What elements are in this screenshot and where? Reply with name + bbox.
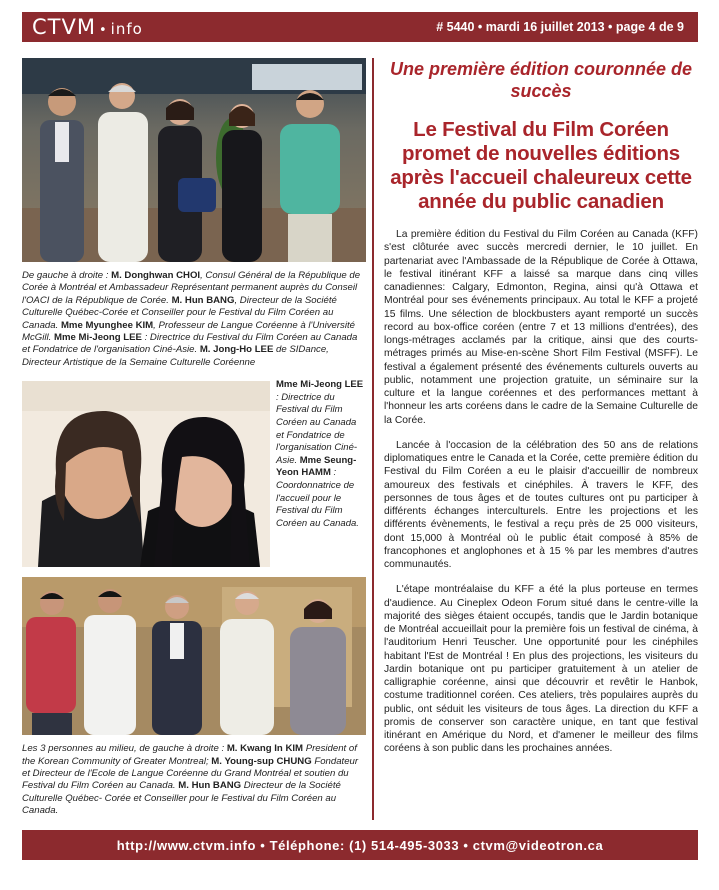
- photo-column: [22, 58, 366, 818]
- caption-person-name: M. Hun BANG: [178, 780, 242, 792]
- caption-person-name: Mme Mi-Jeong LEE: [53, 332, 142, 344]
- article: [384, 58, 698, 768]
- portrait-caption: [276, 379, 366, 567]
- caption-text: Fondateur et Directeur de l'Ecole de Langue Coréenne du Grand Montréal et soutien du Festival du Film Coréen au Canada.: [22, 755, 359, 792]
- issue-info: # 5440 • mardi 16 juillet 2013 • page 4 de 9: [436, 20, 684, 34]
- portrait-block: [22, 381, 366, 567]
- caption-person-name: Mme Seung-Yeon HAMM: [276, 454, 357, 479]
- brand-dot: •: [98, 23, 108, 38]
- caption-person-name: M. Young-sup CHUNG: [211, 755, 312, 767]
- portrait-photo-image: [22, 381, 270, 567]
- article-headline: Le Festival du Film Coréen promet de nouvelles éditions après l'accueil chaleureux cette année du public canadien: [390, 118, 692, 213]
- footer-contact-bar: [22, 830, 698, 860]
- article-kicker: Une première édition couronnée de succès: [389, 59, 693, 101]
- footer-contact-text[interactable]: http://www.ctvm.info • Téléphone: (1) 514-495-3033 • ctvm@videotron.ca: [116, 837, 604, 853]
- caption-text: , Consul Général de la République de Corée à Montréal et Ambassadeur Représentant permanent auprès du Conseil l'OACI de la République de Corée.: [22, 270, 361, 306]
- article-paragraph: L'étape montréalaise du KFF a été la plus porteuse en termes d'audience. Au Cineplex Odeon Forum situé dans le centre-ville la majorité des sièges étaient occupés, tandis que le Jardin botanique de Montréal accueillait pour la première fois un festival de cinéma, à l'auditorium Henri Teuscher. Une opportunité pour les cinéphiles habitant l'Est de Montréal ! En plus des projections, les visiteurs du Jardin botanique ont pu participer gratuitement à un atelier de calligraphie coréenne, ainsi que découvrir et revêtir le Hanbok, costume traditionnel coréen. Ces ateliers, très populaires auprès du public, ont séduit les visiteurs de tous âges. La direction du KFF a promis de conserver son caractère unique, en tant que festival itinérant en Amérique du Nord, et d'amener le meilleur des films coréens à son public dans les prochaines années.: [384, 584, 698, 755]
- caption-text: De gauche à droite :: [22, 270, 112, 281]
- caption-text: : Directrice du Festival du Film Coréen au Canada et Fondatrice de l'organisation Ciné-Asie.: [22, 332, 358, 356]
- caption-person-name: Mme Myunghee KIM: [60, 319, 154, 331]
- caption-text: : Directrice du Festival du Film Coréen au Canada et Fondatrice de l'organisation Ciné-Asie.: [276, 391, 358, 466]
- caption-person-name: Mme Mi-Jeong LEE: [276, 379, 364, 391]
- column-divider: [372, 58, 374, 820]
- caption-text: President of the Korean Community of Greater Montreal;: [22, 743, 357, 767]
- caption-text: Directeur de la Société Culturelle Québec- Corée et Conseiller pour le Festival du Film Coréen au Canada.: [22, 780, 341, 817]
- masthead-logo[interactable]: [22, 15, 143, 39]
- caption-person-name: M. Donghwan CHOI: [111, 270, 201, 281]
- photo-caption: [22, 270, 366, 369]
- brand-suffix: info: [110, 20, 143, 38]
- brand-name: CTVM: [32, 15, 96, 39]
- caption-text: , Directeur de la Société Culturelle Québec-Corée et Conseiller pour le Festival du Film Coréen au Canada.: [22, 294, 337, 331]
- caption-text: Les 3 personnes au milieu, de gauche à droite :: [22, 743, 227, 755]
- group-photo-image: [22, 58, 366, 262]
- article-paragraph: La première édition du Festival du Film Coréen au Canada (KFF) s'est clôturée avec succès mercredi dernier, le 10 juillet. En partenariat avec l'Ambassade de la République de Corée à Ottawa, le festival itinérant KFF a laissé sa marque dans cinq villes canadiennes: Calgary, Edmonton, Regina, ainsi qu'à Ottawa et Montréal pour ses événements principaux. Au total le KFF a projeté 15 films. Une sélection de blockbusters ayant remporté un succès record au box-office coréen (entre 7 et 13 millions d'entrées), des longs-métrages acclamés par la critique, ainsi que des courts-métrages primés au Mise-en-scène Short Film Festival (MSFF). Le festival a également présenté des événements culturels ouverts au public, notamment une projection gratuite, un séminaire sur la culture et la langue coréennes et des performances mettant à l'honneur les arts coréens dans le cadre de la Semaine Culturelle de la Corée.: [384, 229, 698, 426]
- caption-text: , Professeur de Langue Coréenne à l'Université McGill.: [22, 319, 355, 344]
- portrait-photo-two-women: [22, 381, 270, 567]
- caption-person-name: M. Kwang In KIM: [226, 743, 304, 755]
- caption-person-name: M. Hun BANG: [171, 294, 235, 306]
- article-paragraph: Lancée à l'occasion de la célébration des 50 ans de relations diplomatiques entre le Canada et la Corée, cette première édition du Festival du Film Coréen a eu le plaisir d'accueillir de nombreux amoureux des festivals et cinéphiles. À travers le KFF, des personnes de tous âges et de toutes cultures ont pu participer à différents échanges interculturels. Entre les projections et les différents évènements, le festival a reçu près de 25 000 visiteurs, dont 15,000 à Montréal où le public était composé à 85% de francophones et anglophones et à 15 % par les membres d'autres communautés.: [384, 439, 698, 570]
- group-photo-five-men: [22, 577, 366, 735]
- second-group-caption: [22, 743, 366, 817]
- article-body: [384, 228, 698, 756]
- second-group-photo-image: [22, 577, 366, 735]
- group-photo-five-people: [22, 58, 366, 262]
- caption-text: : Coordonnatrice de l'accueil pour le Festival du Film Coréen au Canada.: [276, 467, 359, 529]
- caption-text: de SIDance, Directeur Artistique de la Semaine Culturelle Coréenne: [22, 344, 329, 368]
- caption-person-name: M. Jong-Ho LEE: [199, 344, 274, 356]
- header-bar: [22, 12, 698, 42]
